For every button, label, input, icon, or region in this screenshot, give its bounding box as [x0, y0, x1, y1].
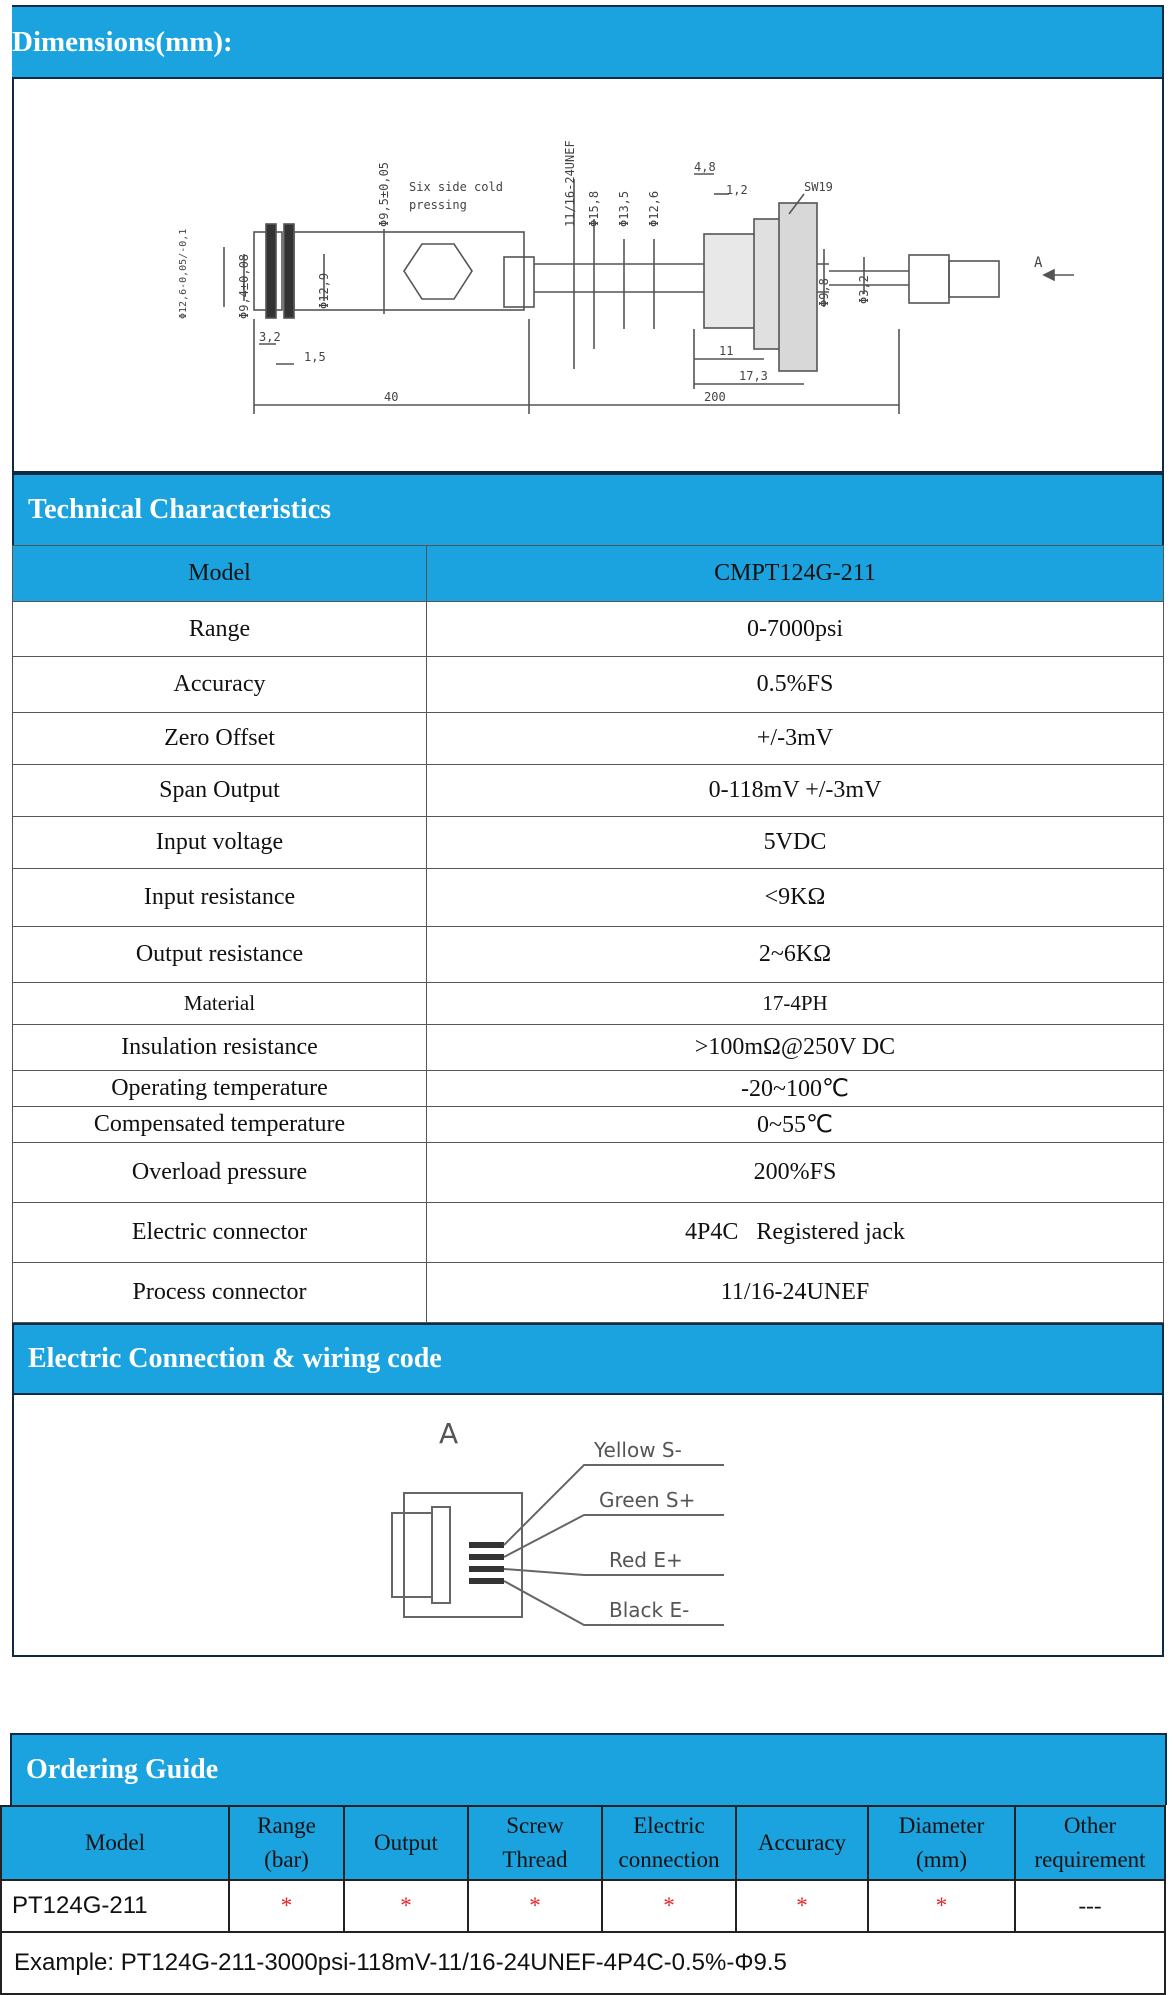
table-row: [13, 927, 1164, 983]
value-cell: 0~55℃: [427, 1107, 1164, 1143]
label-d13-5: Φ13,5: [617, 190, 631, 227]
table-row: [13, 602, 1164, 657]
label-11: 11: [719, 344, 734, 358]
param-cell: Input voltage: [13, 817, 427, 869]
value-cell: -20~100℃: [427, 1071, 1164, 1107]
label-1-5: 1,5: [304, 350, 326, 364]
param-cell: Span Output: [13, 765, 427, 817]
table-row: [13, 713, 1164, 765]
value-cell: >100mΩ@250V DC: [427, 1025, 1164, 1071]
table-row: [13, 1071, 1164, 1107]
ordering-header: [10, 1733, 1167, 1805]
table-row: [13, 1143, 1164, 1203]
value-cell: +/-3mV: [427, 713, 1164, 765]
value-cell: 2~6KΩ: [427, 927, 1164, 983]
technical-header: [12, 473, 1164, 545]
table-row: [13, 765, 1164, 817]
label-d3-2: Φ3,2: [857, 275, 871, 304]
order-output-cell: *: [344, 1880, 468, 1932]
wire-label-black: Black E-: [609, 1598, 690, 1622]
order-screw-cell: *: [468, 1880, 602, 1932]
label-pressing: pressing: [409, 198, 467, 212]
label-six-side: Six side cold: [409, 180, 503, 194]
table-row: [13, 1203, 1164, 1263]
order-header-accuracy: Accuracy: [736, 1806, 868, 1880]
label-arrow-a: A: [1034, 255, 1043, 271]
label-d15-8: Φ15,8: [587, 190, 601, 227]
label-17-3: 17,3: [739, 369, 768, 383]
ordering-section: [0, 1733, 1166, 1995]
wire-label-red: Red E+: [609, 1548, 683, 1572]
wiring-diagram: [14, 1395, 1162, 1655]
param-cell: Output resistance: [13, 927, 427, 983]
table-row: [13, 1025, 1164, 1071]
param-cell: Input resistance: [13, 869, 427, 927]
label-d12-6: Φ12,6: [647, 190, 661, 227]
table-row: [1, 1880, 1165, 1932]
table-row: [13, 657, 1164, 713]
table-row: [13, 869, 1164, 927]
order-header-screw: Screw Thread: [468, 1806, 602, 1880]
label-d9-5: Φ9,5±0,05: [377, 161, 391, 227]
param-cell: Electric connector: [13, 1203, 427, 1263]
value-cell: 0-118mV +/-3mV: [427, 765, 1164, 817]
table-row: [13, 546, 1164, 602]
order-model-cell: PT124G-211: [1, 1880, 229, 1932]
dimensions-header: [12, 5, 1164, 77]
label-3-2: 3,2: [259, 330, 281, 344]
ordering-table: [0, 1805, 1166, 1995]
value-cell: 200%FS: [427, 1143, 1164, 1203]
label-d12-6b: Φ12,6-0,05/-0,1: [178, 228, 189, 319]
value-cell: 17-4PH: [427, 983, 1164, 1025]
wiring-panel: [12, 1393, 1164, 1657]
wire-label-green: Green S+: [599, 1488, 696, 1512]
order-other-cell: ---: [1015, 1880, 1165, 1932]
param-cell: Material: [13, 983, 427, 1025]
order-header-range: Range (bar): [229, 1806, 344, 1880]
header-param: Model: [13, 546, 427, 602]
wire-label-yellow: Yellow S-: [594, 1438, 682, 1462]
connector-label-a: A: [439, 1417, 459, 1450]
dimensions-drawing-panel: [12, 77, 1164, 473]
param-cell: Operating temperature: [13, 1071, 427, 1107]
technical-table: [12, 545, 1164, 1323]
table-row: [13, 1107, 1164, 1143]
label-200: 200: [704, 390, 726, 404]
order-header-output: Output: [344, 1806, 468, 1880]
dimension-drawing: [14, 79, 1162, 471]
value-cell: <9KΩ: [427, 869, 1164, 927]
label-4-8: 4,8: [694, 160, 716, 174]
value-cell: 5VDC: [427, 817, 1164, 869]
table-row: [13, 1263, 1164, 1323]
param-cell: Compensated temperature: [13, 1107, 427, 1143]
order-electric-cell: *: [602, 1880, 736, 1932]
param-cell: Overload pressure: [13, 1143, 427, 1203]
label-d9-4: Φ9,4±0,08: [237, 253, 251, 319]
order-header-model: Model: [1, 1806, 229, 1880]
order-header-electric: Electric connection: [602, 1806, 736, 1880]
value-cell: 4P4C Registered jack: [427, 1203, 1164, 1263]
label-1-2: 1,2: [726, 183, 748, 197]
order-header-diameter: Diameter (mm): [868, 1806, 1015, 1880]
param-cell: Range: [13, 602, 427, 657]
technical-title: Technical Characteristics: [28, 494, 332, 525]
param-cell: Process connector: [13, 1263, 427, 1323]
order-example: Example: PT124G-211-3000psi-118mV-11/16-24UNEF-4P4C-0.5%-Φ9.5: [1, 1932, 1165, 1994]
wiring-title: Electric Connection & wiring code: [28, 1343, 442, 1374]
param-cell: Insulation resistance: [13, 1025, 427, 1071]
label-sw19: SW19: [804, 180, 833, 194]
header-value: CMPT124G-211: [427, 546, 1164, 602]
label-d12-9: Φ12,9: [317, 272, 331, 309]
wiring-header: [12, 1323, 1164, 1393]
order-accuracy-cell: *: [736, 1880, 868, 1932]
order-header-other: Other requirement: [1015, 1806, 1165, 1880]
label-thread: 11/16-24UNEF: [563, 140, 577, 227]
param-cell: Accuracy: [13, 657, 427, 713]
table-row: [1, 1806, 1165, 1880]
order-range-cell: *: [229, 1880, 344, 1932]
table-row: [1, 1932, 1165, 1994]
param-cell: Zero Offset: [13, 713, 427, 765]
dimensions-title: Dimensions(mm):: [12, 25, 233, 58]
value-cell: 0-7000psi: [427, 602, 1164, 657]
value-cell: 11/16-24UNEF: [427, 1263, 1164, 1323]
label-40: 40: [384, 390, 399, 404]
value-cell: 0.5%FS: [427, 657, 1164, 713]
label-d9-8: Φ9,8: [817, 278, 831, 307]
table-row: [13, 983, 1164, 1025]
order-diameter-cell: *: [868, 1880, 1015, 1932]
table-row: [13, 817, 1164, 869]
ordering-title: Ordering Guide: [26, 1754, 219, 1785]
